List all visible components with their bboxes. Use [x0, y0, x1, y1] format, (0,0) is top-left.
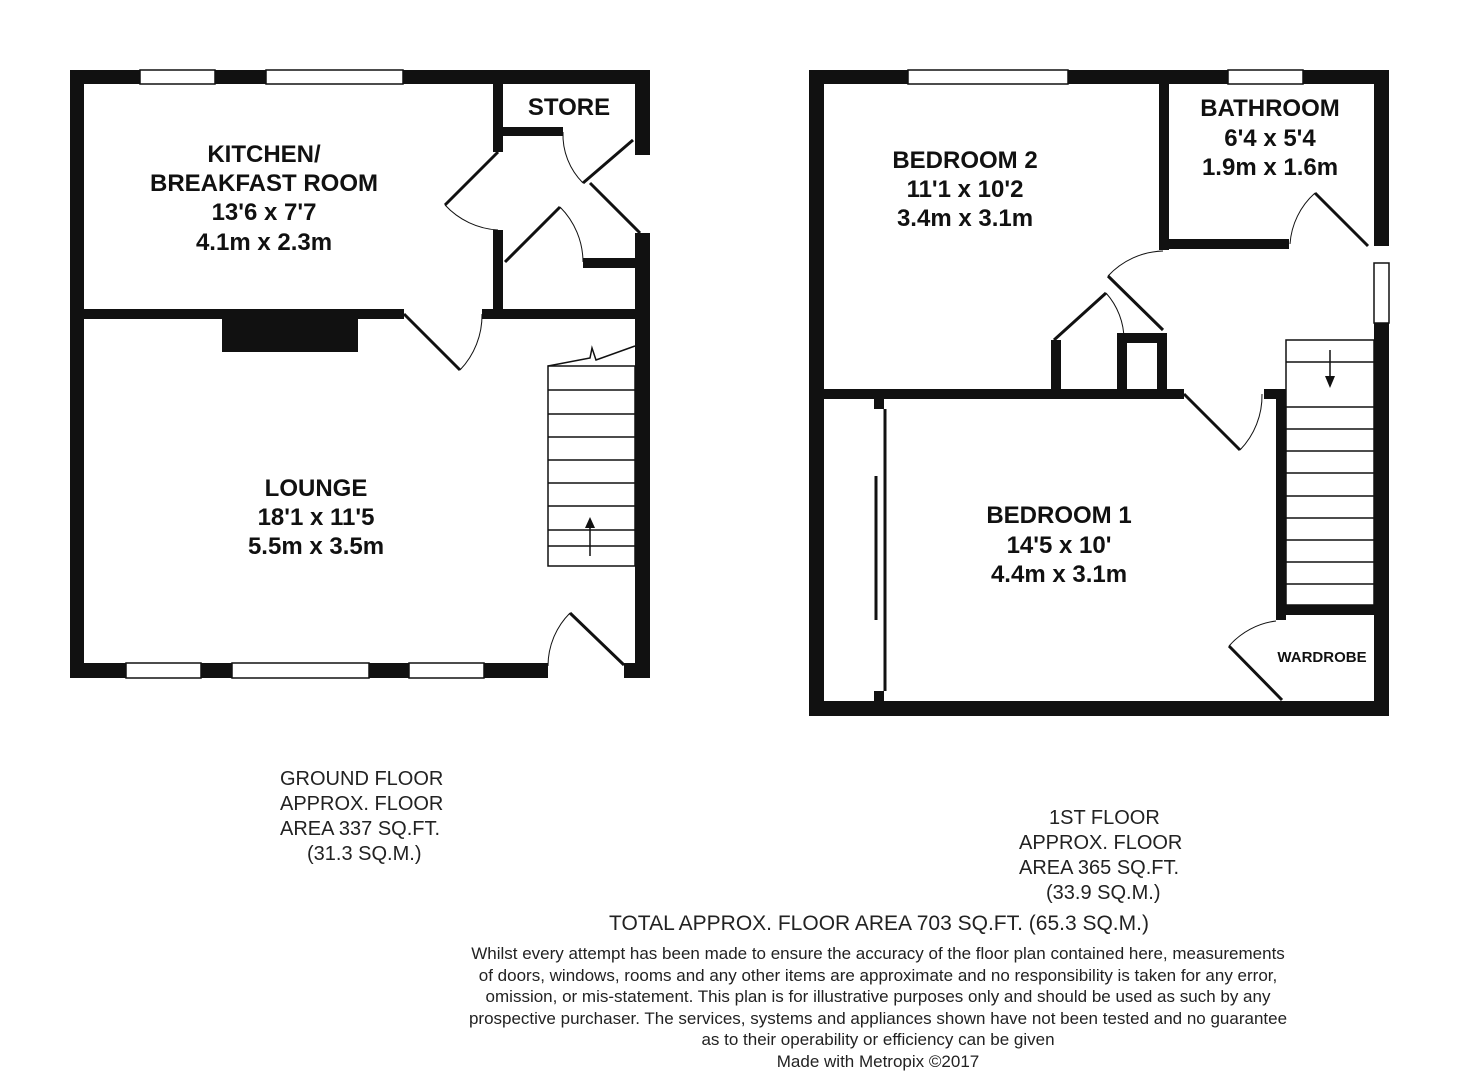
lounge-imperial-size: 18'1 x 11'5: [257, 504, 375, 531]
chimney-breast: [222, 319, 358, 352]
first-floor-info-line2: APPROX. FLOOR: [1019, 832, 1183, 854]
bedroom1-name: BEDROOM 1: [986, 502, 1132, 529]
lounge-name: LOUNGE: [264, 475, 368, 502]
kitchen-name-line1: KITCHEN/: [207, 141, 321, 168]
first-floor-plan: [809, 70, 1389, 716]
first-floor-info-line1: 1ST FLOOR: [1049, 807, 1160, 829]
ground-floor-doors: [404, 132, 640, 666]
first-floor-doors: [1054, 193, 1368, 700]
disclaimer-line5: as to their operability or efficiency can be given: [701, 1030, 1055, 1049]
first-floor-info-line4: (33.9 SQ.M.): [1046, 882, 1161, 904]
ground-floor-info-line2: APPROX. FLOOR: [280, 793, 444, 815]
ground-floor-plan: [70, 70, 650, 678]
bathroom-imperial-size: 6'4 x 5'4: [1224, 125, 1316, 152]
ground-floor-staircase: [548, 346, 635, 566]
ground-floor-info-line1: GROUND FLOOR: [280, 768, 444, 790]
store-name: STORE: [527, 94, 611, 121]
kitchen-name-line2: BREAKFAST ROOM: [150, 170, 378, 197]
kitchen-imperial-size: 13'6 x 7'7: [211, 199, 317, 226]
disclaimer-line4: prospective purchaser. The services, systems and appliances shown have not been tested and no guarantee: [468, 1008, 1288, 1028]
disclaimer-line2: of doors, windows, rooms and any other items are approximate and no responsibility is taken for any error,: [478, 965, 1278, 985]
metropix-credit: Made with Metropix ©2017: [776, 1051, 980, 1071]
bedroom2-name: BEDROOM 2: [892, 147, 1038, 174]
disclaimer-line3: omission, or mis-statement. This plan is for illustrative purposes only and should be used as such by any: [485, 987, 1271, 1006]
wardrobe-name: WARDROBE: [1277, 649, 1367, 666]
ground-floor-info-line3: AREA 337 SQ.FT.: [280, 818, 441, 840]
first-floor-info-line3: AREA 365 SQ.FT.: [1019, 857, 1180, 879]
bedroom1-fitted-wardrobe: [876, 409, 885, 691]
kitchen-metric-size: 4.1m x 2.3m: [195, 229, 333, 256]
lounge-metric-size: 5.5m x 3.5m: [247, 533, 385, 560]
disclaimer: [400, 943, 1356, 1072]
total-floor-area: TOTAL APPROX. FLOOR AREA 703 SQ.FT. (65.3 SQ.M.): [609, 912, 1149, 935]
bedroom2-metric-size: 3.4m x 3.1m: [896, 205, 1034, 232]
ground-floor-bottom-windows: [126, 663, 484, 678]
bedroom1-imperial-size: 14'5 x 10': [1006, 532, 1112, 559]
ground-floor-info-line4: (31.3 SQ.M.): [307, 843, 422, 865]
first-floor-area-info: [1019, 806, 1182, 906]
bedroom1-metric-size: 4.4m x 3.1m: [990, 561, 1128, 588]
first-floor-staircase: [1286, 340, 1374, 605]
ground-floor-top-windows: [140, 70, 403, 84]
disclaimer-line1: Whilst every attempt has been made to ensure the accuracy of the floor plan contained here, measurements: [471, 944, 1285, 963]
ground-floor-outer-walls: [70, 70, 650, 678]
bathroom-name: BATHROOM: [1200, 95, 1340, 122]
bathroom-metric-size: 1.9m x 1.6m: [1201, 154, 1339, 181]
ground-floor-area-info: [280, 767, 443, 867]
bedroom2-imperial-size: 11'1 x 10'2: [906, 176, 1024, 203]
